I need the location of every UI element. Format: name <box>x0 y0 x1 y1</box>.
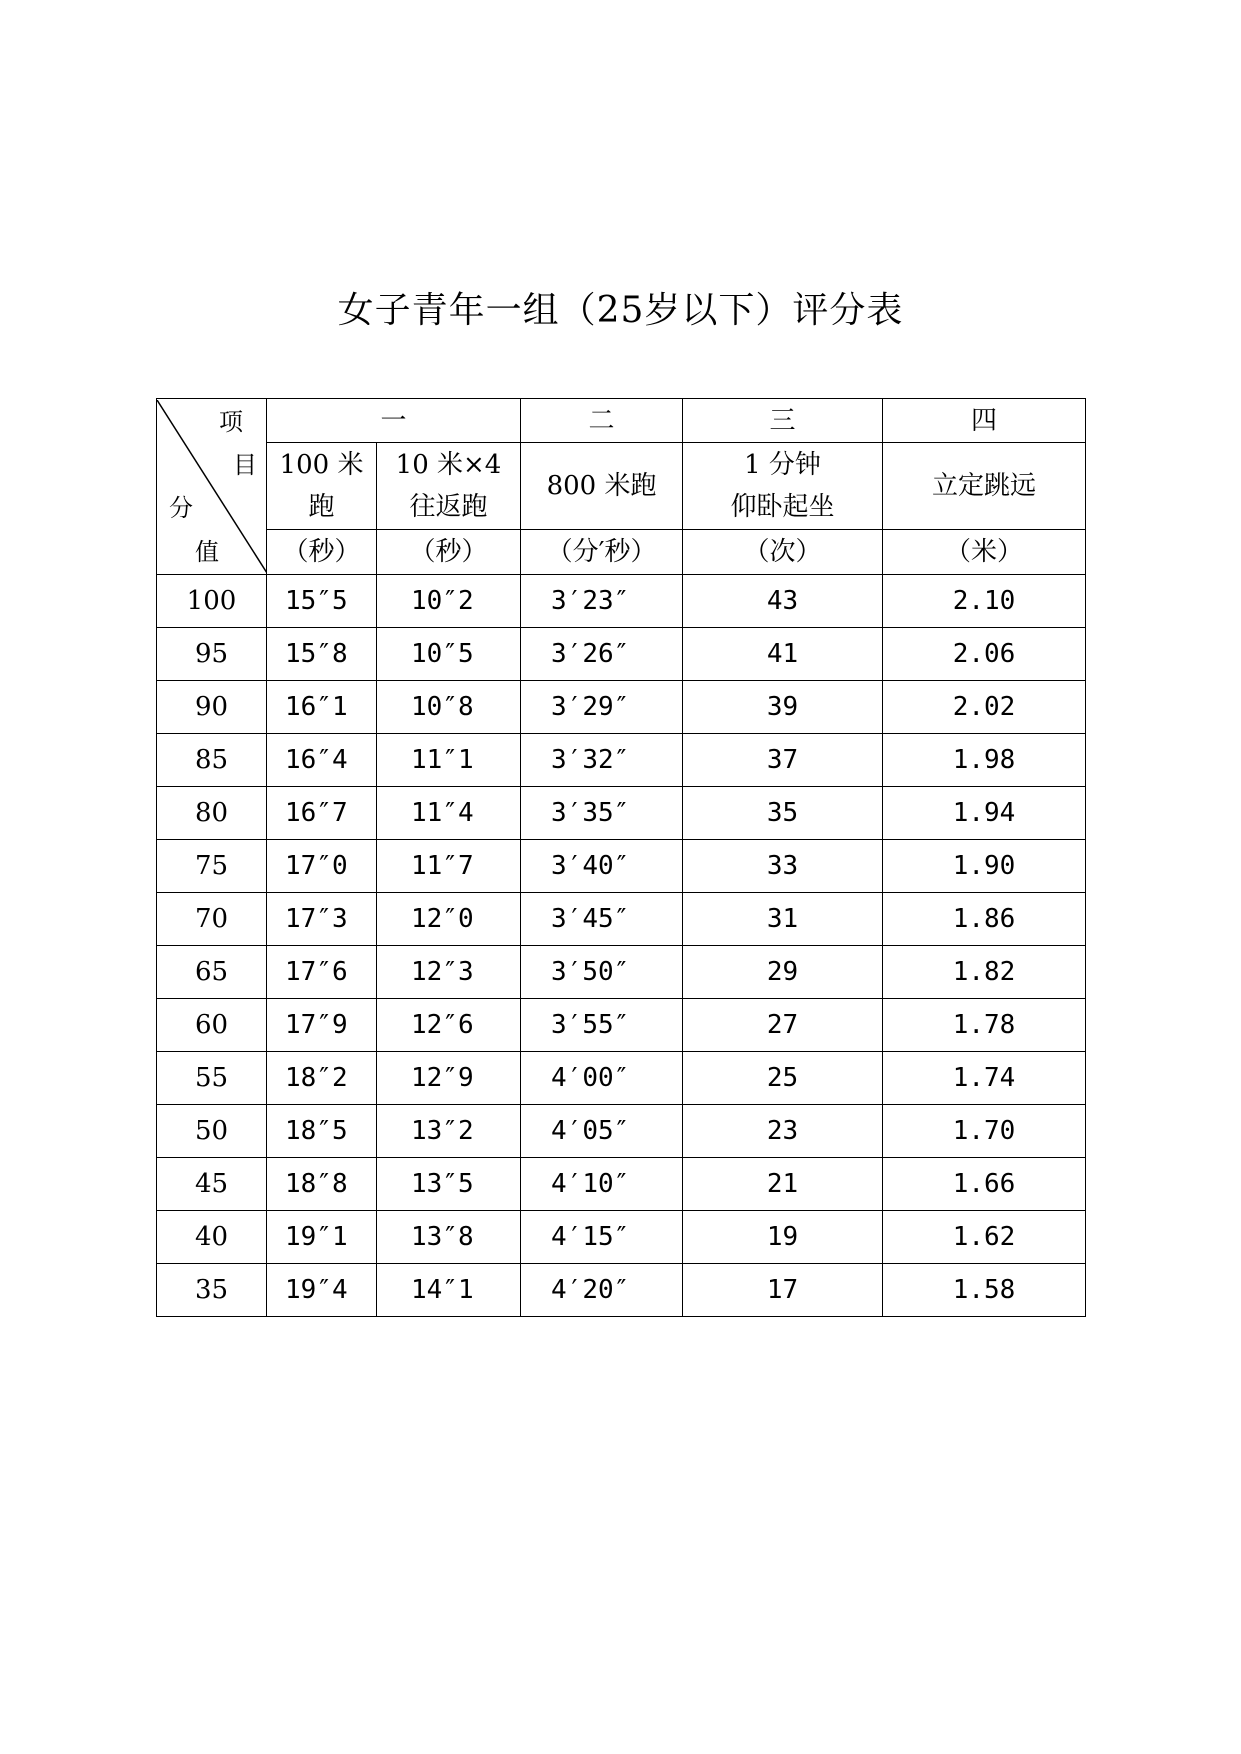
table-row <box>157 1264 1086 1317</box>
corner-header-cell <box>157 399 267 575</box>
score-cell: 40 <box>157 1211 267 1264</box>
run-800m-cell: 3′29″ <box>521 681 683 734</box>
corner-label-score-2: 值 <box>195 538 219 566</box>
situps-cell: 39 <box>683 681 883 734</box>
situps-cell: 25 <box>683 1052 883 1105</box>
run-800m-cell: 3′40″ <box>521 840 683 893</box>
run-800m-cell: 3′50″ <box>521 946 683 999</box>
shuttle-run-cell: 12″0 <box>377 893 521 946</box>
table-row <box>157 1211 1086 1264</box>
group-header-2: 二 <box>521 399 683 443</box>
run-800m-cell: 4′15″ <box>521 1211 683 1264</box>
group-header-1: 一 <box>267 399 521 443</box>
table-row <box>157 893 1086 946</box>
long-jump-cell: 2.02 <box>883 681 1086 734</box>
score-cell: 85 <box>157 734 267 787</box>
corner-label-score-1: 分 <box>169 494 193 522</box>
score-cell: 45 <box>157 1158 267 1211</box>
score-table <box>156 398 1086 1317</box>
long-jump-cell: 1.66 <box>883 1158 1086 1211</box>
item-header-situps <box>683 443 883 530</box>
score-cell: 70 <box>157 893 267 946</box>
score-cell: 35 <box>157 1264 267 1317</box>
corner-label-item-2: 目 <box>233 451 257 479</box>
run-100m-cell: 19″1 <box>267 1211 377 1264</box>
item-header-long-jump: 立定跳远 <box>883 443 1086 530</box>
unit-header-5: （米） <box>883 530 1086 575</box>
long-jump-cell: 2.06 <box>883 628 1086 681</box>
run-800m-cell: 3′26″ <box>521 628 683 681</box>
unit-header-3: （分′秒） <box>521 530 683 575</box>
shuttle-run-cell: 11″4 <box>377 787 521 840</box>
run-800m-cell: 4′20″ <box>521 1264 683 1317</box>
shuttle-run-cell: 10″8 <box>377 681 521 734</box>
table-row <box>157 999 1086 1052</box>
long-jump-cell: 1.98 <box>883 734 1086 787</box>
group-header-3: 三 <box>683 399 883 443</box>
run-100m-cell: 18″8 <box>267 1158 377 1211</box>
run-800m-cell: 3′35″ <box>521 787 683 840</box>
long-jump-cell: 2.10 <box>883 575 1086 628</box>
run-800m-cell: 3′32″ <box>521 734 683 787</box>
score-cell: 60 <box>157 999 267 1052</box>
run-100m-cell: 19″4 <box>267 1264 377 1317</box>
situps-cell: 17 <box>683 1264 883 1317</box>
situps-cell: 41 <box>683 628 883 681</box>
shuttle-run-cell: 12″3 <box>377 946 521 999</box>
shuttle-run-cell: 10″5 <box>377 628 521 681</box>
run-100m-cell: 17″6 <box>267 946 377 999</box>
header-row-items <box>157 443 1086 530</box>
score-cell: 95 <box>157 628 267 681</box>
item-header-situps-line1: 1 分钟 <box>744 450 821 480</box>
page-title: 女子青年一组（25岁以下）评分表 <box>337 290 904 331</box>
item-header-shuttle-run-line1: 10 米×4 <box>395 450 502 480</box>
run-100m-cell: 18″5 <box>267 1105 377 1158</box>
score-cell: 90 <box>157 681 267 734</box>
header-row-units <box>157 530 1086 575</box>
run-800m-cell: 3′55″ <box>521 999 683 1052</box>
table-row <box>157 1052 1086 1105</box>
shuttle-run-cell: 12″9 <box>377 1052 521 1105</box>
situps-cell: 31 <box>683 893 883 946</box>
situps-cell: 43 <box>683 575 883 628</box>
item-header-shuttle-run-line2: 往返跑 <box>409 492 488 522</box>
situps-cell: 23 <box>683 1105 883 1158</box>
score-cell: 65 <box>157 946 267 999</box>
run-100m-cell: 15″5 <box>267 575 377 628</box>
shuttle-run-cell: 12″6 <box>377 999 521 1052</box>
table-row <box>157 681 1086 734</box>
corner-label-item-1: 项 <box>219 408 243 436</box>
long-jump-cell: 1.74 <box>883 1052 1086 1105</box>
unit-header-2: （秒） <box>377 530 521 575</box>
run-800m-cell: 3′45″ <box>521 893 683 946</box>
table-row <box>157 787 1086 840</box>
header-row-groups <box>157 399 1086 443</box>
item-header-situps-line2: 仰卧起坐 <box>730 492 835 522</box>
long-jump-cell: 1.58 <box>883 1264 1086 1317</box>
group-header-4: 四 <box>883 399 1086 443</box>
long-jump-cell: 1.82 <box>883 946 1086 999</box>
long-jump-cell: 1.70 <box>883 1105 1086 1158</box>
table-row <box>157 734 1086 787</box>
run-800m-cell: 4′00″ <box>521 1052 683 1105</box>
situps-cell: 21 <box>683 1158 883 1211</box>
table-row <box>157 628 1086 681</box>
long-jump-cell: 1.86 <box>883 893 1086 946</box>
score-cell: 50 <box>157 1105 267 1158</box>
table-row <box>157 575 1086 628</box>
run-100m-cell: 17″9 <box>267 999 377 1052</box>
long-jump-cell: 1.94 <box>883 787 1086 840</box>
situps-cell: 27 <box>683 999 883 1052</box>
shuttle-run-cell: 13″8 <box>377 1211 521 1264</box>
run-100m-cell: 16″1 <box>267 681 377 734</box>
run-100m-cell: 16″7 <box>267 787 377 840</box>
run-100m-cell: 15″8 <box>267 628 377 681</box>
unit-header-1: （秒） <box>267 530 377 575</box>
situps-cell: 35 <box>683 787 883 840</box>
long-jump-cell: 1.90 <box>883 840 1086 893</box>
score-cell: 100 <box>157 575 267 628</box>
situps-cell: 19 <box>683 1211 883 1264</box>
shuttle-run-cell: 11″1 <box>377 734 521 787</box>
table-row <box>157 1158 1086 1211</box>
score-cell: 80 <box>157 787 267 840</box>
run-100m-cell: 17″0 <box>267 840 377 893</box>
table-row <box>157 840 1086 893</box>
situps-cell: 37 <box>683 734 883 787</box>
table-row <box>157 1105 1086 1158</box>
shuttle-run-cell: 13″2 <box>377 1105 521 1158</box>
situps-cell: 33 <box>683 840 883 893</box>
score-cell: 55 <box>157 1052 267 1105</box>
run-800m-cell: 4′10″ <box>521 1158 683 1211</box>
table-row <box>157 946 1086 999</box>
shuttle-run-cell: 10″2 <box>377 575 521 628</box>
situps-cell: 29 <box>683 946 883 999</box>
long-jump-cell: 1.78 <box>883 999 1086 1052</box>
run-800m-cell: 3′23″ <box>521 575 683 628</box>
item-header-100m-line2: 跑 <box>308 492 335 522</box>
shuttle-run-cell: 11″7 <box>377 840 521 893</box>
run-100m-cell: 17″3 <box>267 893 377 946</box>
shuttle-run-cell: 13″5 <box>377 1158 521 1211</box>
item-header-100m <box>267 443 377 530</box>
run-100m-cell: 18″2 <box>267 1052 377 1105</box>
run-100m-cell: 16″4 <box>267 734 377 787</box>
score-table-body <box>157 575 1086 1317</box>
item-header-100m-line1: 100 米 <box>279 450 364 480</box>
shuttle-run-cell: 14″1 <box>377 1264 521 1317</box>
unit-header-4: （次） <box>683 530 883 575</box>
item-header-shuttle-run <box>377 443 521 530</box>
long-jump-cell: 1.62 <box>883 1211 1086 1264</box>
run-800m-cell: 4′05″ <box>521 1105 683 1158</box>
item-header-800m: 800 米跑 <box>521 443 683 530</box>
score-cell: 75 <box>157 840 267 893</box>
